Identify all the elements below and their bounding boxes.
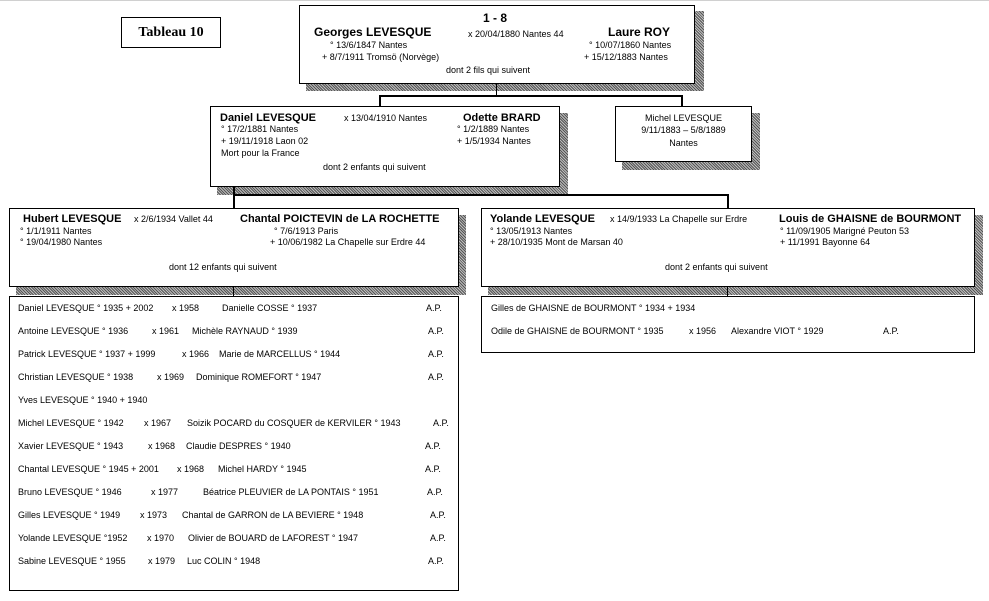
hubert-name: Hubert LEVESQUE bbox=[23, 213, 122, 225]
child-marriage: x 1968 bbox=[177, 464, 205, 474]
child-row bbox=[10, 303, 458, 314]
gen2-marriage: x 13/04/1910 Nantes bbox=[344, 113, 428, 123]
hubert-birth: ° 1/1/1911 Nantes bbox=[20, 226, 92, 236]
child-ref: A.P. bbox=[883, 326, 899, 336]
child-marriage: x 1969 bbox=[157, 372, 185, 382]
child-name: Gilles LEVESQUE ° 1949 bbox=[18, 510, 121, 520]
connector bbox=[233, 194, 729, 196]
child-spouse: Michel HARDY ° 1945 bbox=[218, 464, 307, 474]
child-marriage: x 1966 bbox=[182, 349, 210, 359]
gen2-wife-birth: ° 1/2/1889 Nantes bbox=[457, 124, 530, 134]
root-wife-death: + 15/12/1883 Nantes bbox=[584, 52, 668, 62]
child-ref: A.P. bbox=[428, 372, 444, 382]
root-husband-name: Georges LEVESQUE bbox=[314, 25, 432, 39]
child-name: Yves LEVESQUE ° 1940 + 1940 bbox=[18, 395, 148, 405]
child-spouse: Claudie DESPRES ° 1940 bbox=[186, 441, 291, 451]
gen3-left-note: dont 12 enfants qui suivent bbox=[169, 262, 277, 272]
connector bbox=[233, 194, 235, 208]
child-marriage: x 1979 bbox=[148, 556, 176, 566]
child-marriage: x 1967 bbox=[144, 418, 172, 428]
gen2-wife-name: Odette BRARD bbox=[463, 112, 541, 124]
child-name: Daniel LEVESQUE ° 1935 + 2002 bbox=[18, 303, 154, 313]
root-husband-birth: ° 13/6/1847 Nantes bbox=[330, 40, 408, 50]
child-spouse: Marie de MARCELLUS ° 1944 bbox=[219, 349, 341, 359]
connector bbox=[727, 287, 728, 296]
child-marriage: x 1961 bbox=[152, 326, 180, 336]
child-row bbox=[10, 464, 458, 475]
child-spouse: Soizik POCARD du COSQUER de KERVILER ° 1943 bbox=[187, 418, 401, 428]
gen2-wife-death: + 1/5/1934 Nantes bbox=[457, 136, 531, 146]
gen2-note: dont 2 enfants qui suivent bbox=[323, 162, 426, 172]
root-id: 1 - 8 bbox=[483, 11, 508, 25]
child-ref: A.P. bbox=[428, 556, 444, 566]
child-ref: A.P. bbox=[426, 303, 442, 313]
child-spouse: Danielle COSSE ° 1937 bbox=[222, 303, 318, 313]
child-ref: A.P. bbox=[425, 441, 441, 451]
chantal-birth: ° 7/6/1913 Paris bbox=[274, 226, 339, 236]
child-row bbox=[482, 326, 974, 337]
child-row bbox=[10, 533, 458, 544]
child-ref: A.P. bbox=[427, 487, 443, 497]
louis-name: Louis de GHAISNE de BOURMONT bbox=[779, 213, 962, 225]
child-ref: A.P. bbox=[430, 510, 446, 520]
gen2-husband-death: + 19/11/1918 Laon 02 bbox=[221, 136, 309, 146]
child-name: Yolande LEVESQUE °1952 bbox=[18, 533, 128, 543]
child-spouse: Chantal de GARRON de LA BEVIERE ° 1948 bbox=[182, 510, 364, 520]
child-row bbox=[10, 395, 458, 406]
yolande-name: Yolande LEVESQUE bbox=[490, 213, 595, 225]
child-row bbox=[10, 510, 458, 521]
connector bbox=[233, 287, 234, 296]
child-name: Sabine LEVESQUE ° 1955 bbox=[18, 556, 126, 566]
child-spouse: Olivier de BOUARD de LAFOREST ° 1947 bbox=[188, 533, 358, 543]
michel-dates: 9/11/1883 – 5/8/1889 bbox=[641, 125, 726, 135]
child-spouse: Michèle RAYNAUD ° 1939 bbox=[192, 326, 298, 336]
root-husband-death: + 8/7/1911 Tromsö (Norvège) bbox=[322, 52, 440, 62]
top-border bbox=[0, 0, 989, 4]
michel-place: Nantes bbox=[669, 138, 698, 148]
root-couple-box bbox=[299, 5, 695, 84]
child-ref: A.P. bbox=[428, 326, 444, 336]
hubert-marriage: x 2/6/1934 Vallet 44 bbox=[134, 214, 213, 224]
child-ref: A.P. bbox=[433, 418, 449, 428]
chantal-death: + 10/06/1982 La Chapelle sur Erdre 44 bbox=[270, 237, 426, 247]
children-left-box bbox=[9, 296, 459, 591]
child-marriage: x 1958 bbox=[172, 303, 200, 313]
child-row bbox=[10, 556, 458, 567]
gen2-husband-name: Daniel LEVESQUE bbox=[220, 112, 316, 124]
child-marriage: x 1973 bbox=[140, 510, 168, 520]
child-ref: A.P. bbox=[425, 464, 441, 474]
child-row bbox=[10, 372, 458, 383]
child-ref: A.P. bbox=[430, 533, 446, 543]
yolande-death: + 28/10/1935 Mont de Marsan 40 bbox=[490, 237, 623, 247]
root-wife-name: Laure ROY bbox=[608, 25, 671, 39]
child-spouse: Alexandre VIOT ° 1929 bbox=[731, 326, 824, 336]
hubert-death: ° 19/04/1980 Nantes bbox=[20, 237, 103, 247]
child-name: Antoine LEVESQUE ° 1936 bbox=[18, 326, 129, 336]
gen2-husband-birth: ° 17/2/1881 Nantes bbox=[221, 124, 299, 134]
louis-death: + 11/1991 Bayonne 64 bbox=[780, 237, 871, 247]
child-row bbox=[10, 349, 458, 360]
child-marriage: x 1956 bbox=[689, 326, 717, 336]
root-wife-birth: ° 10/07/1860 Nantes bbox=[589, 40, 672, 50]
child-row bbox=[482, 303, 974, 314]
child-name: Michel LEVESQUE ° 1942 bbox=[18, 418, 124, 428]
louis-birth: ° 11/09/1905 Marigné Peuton 53 bbox=[780, 226, 910, 236]
connector bbox=[727, 194, 729, 208]
child-name: Chantal LEVESQUE ° 1945 + 2001 bbox=[18, 464, 159, 474]
child-name: Gilles de GHAISNE de BOURMONT ° 1934 + 1934 bbox=[491, 303, 696, 313]
child-spouse: Luc COLIN ° 1948 bbox=[187, 556, 261, 566]
child-row bbox=[10, 326, 458, 337]
gen3-left-couple-box bbox=[9, 208, 459, 287]
gen2-right-person-box bbox=[615, 106, 752, 162]
child-spouse: Béatrice PLEUVIER de LA PONTAIS ° 1951 bbox=[203, 487, 379, 497]
connector bbox=[379, 95, 381, 106]
child-name: Bruno LEVESQUE ° 1946 bbox=[18, 487, 122, 497]
gen3-right-couple-box bbox=[481, 208, 975, 287]
child-spouse: Dominique ROMEFORT ° 1947 bbox=[196, 372, 322, 382]
connector bbox=[379, 95, 683, 97]
child-name: Patrick LEVESQUE ° 1937 + 1999 bbox=[18, 349, 156, 359]
michel-name: Michel LEVESQUE bbox=[644, 113, 723, 123]
child-name: Odile de GHAISNE de BOURMONT ° 1935 bbox=[491, 326, 664, 336]
child-marriage: x 1970 bbox=[147, 533, 175, 543]
gen2-husband-note: Mort pour la France bbox=[221, 148, 300, 158]
child-row bbox=[10, 418, 458, 429]
root-note: dont 2 fils qui suivent bbox=[446, 65, 531, 75]
root-marriage: x 20/04/1880 Nantes 44 bbox=[468, 29, 564, 39]
yolande-marriage: x 14/9/1933 La Chapelle sur Erdre bbox=[610, 214, 748, 224]
connector bbox=[681, 95, 683, 106]
gen2-left-couple-box bbox=[210, 106, 560, 187]
child-row bbox=[10, 441, 458, 452]
child-marriage: x 1968 bbox=[148, 441, 176, 451]
yolande-birth: ° 13/05/1913 Nantes bbox=[490, 226, 573, 236]
child-name: Xavier LEVESQUE ° 1943 bbox=[18, 441, 124, 451]
children-right-box bbox=[481, 296, 975, 353]
child-ref: A.P. bbox=[428, 349, 444, 359]
table-title: Tableau 10 bbox=[121, 17, 221, 48]
chantal-name: Chantal POICTEVIN de LA ROCHETTE bbox=[240, 213, 440, 225]
child-row bbox=[10, 487, 458, 498]
child-name: Christian LEVESQUE ° 1938 bbox=[18, 372, 134, 382]
child-marriage: x 1977 bbox=[151, 487, 179, 497]
gen3-right-note: dont 2 enfants qui suivent bbox=[665, 262, 768, 272]
